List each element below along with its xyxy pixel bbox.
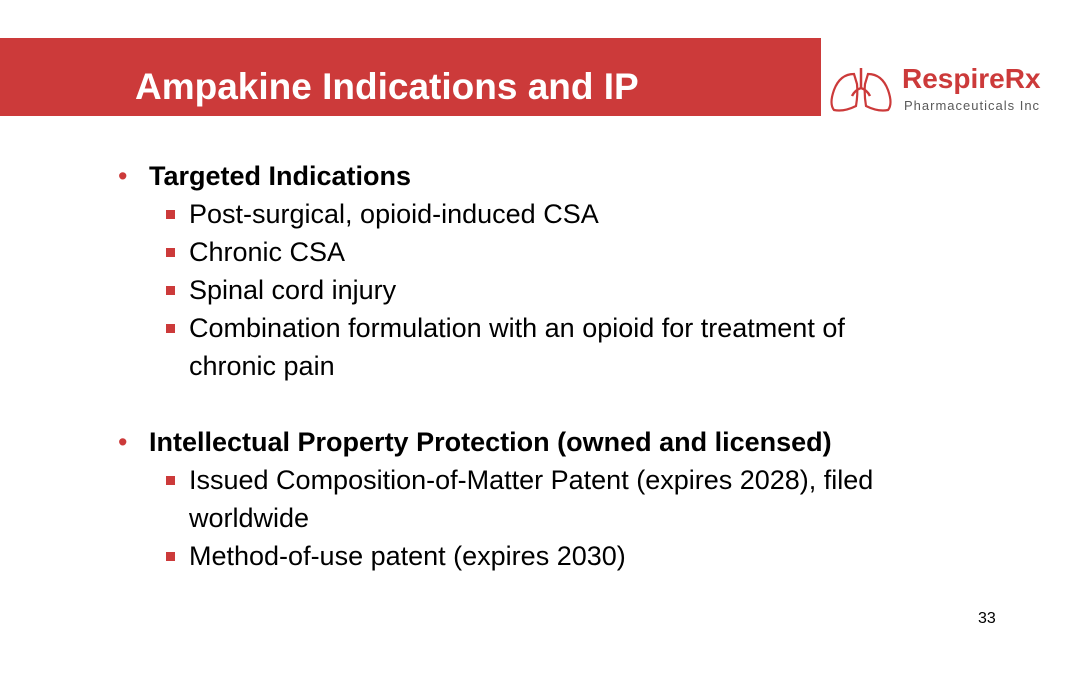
section-heading-text: Targeted Indications bbox=[149, 161, 412, 191]
list-item-text: Issued Composition-of-Matter Patent (expires 2028), filed worldwide bbox=[189, 465, 874, 533]
list-item bbox=[118, 537, 938, 575]
list-item-text: Method-of-use patent (expires 2030) bbox=[189, 541, 626, 571]
company-logo bbox=[824, 60, 1069, 120]
bullet-square-icon bbox=[166, 210, 175, 219]
list-item bbox=[118, 195, 938, 233]
list-item bbox=[118, 461, 938, 537]
list-item bbox=[118, 271, 938, 309]
bullet-square-icon bbox=[166, 552, 175, 561]
section-heading bbox=[118, 423, 938, 461]
bullet-square-icon bbox=[166, 324, 175, 333]
bullet-square-icon bbox=[166, 476, 175, 485]
list-item bbox=[118, 233, 938, 271]
slide-title: Ampakine Indications and IP bbox=[135, 66, 639, 107]
list-item-text: Post-surgical, opioid-induced CSA bbox=[189, 199, 599, 229]
section-heading bbox=[118, 157, 938, 195]
list-item-text: Spinal cord injury bbox=[189, 275, 397, 305]
list-item-text: Combination formulation with an opioid for treatment of chronic pain bbox=[189, 313, 845, 381]
lungs-icon bbox=[826, 66, 896, 114]
slide-content bbox=[118, 157, 938, 575]
section-spacer bbox=[118, 385, 938, 423]
bullet-dot-icon: • bbox=[118, 161, 128, 191]
page-number: 33 bbox=[978, 610, 996, 627]
logo-name: RespireRx bbox=[902, 63, 1041, 94]
list-item-text: Chronic CSA bbox=[189, 237, 346, 267]
bullet-square-icon bbox=[166, 248, 175, 257]
section-heading-text: Intellectual Property Protection (owned and licensed) bbox=[149, 427, 832, 457]
list-item bbox=[118, 309, 938, 385]
bullet-dot-icon: • bbox=[118, 427, 128, 457]
logo-subtitle: Pharmaceuticals Inc bbox=[904, 98, 1041, 113]
bullet-square-icon bbox=[166, 286, 175, 295]
